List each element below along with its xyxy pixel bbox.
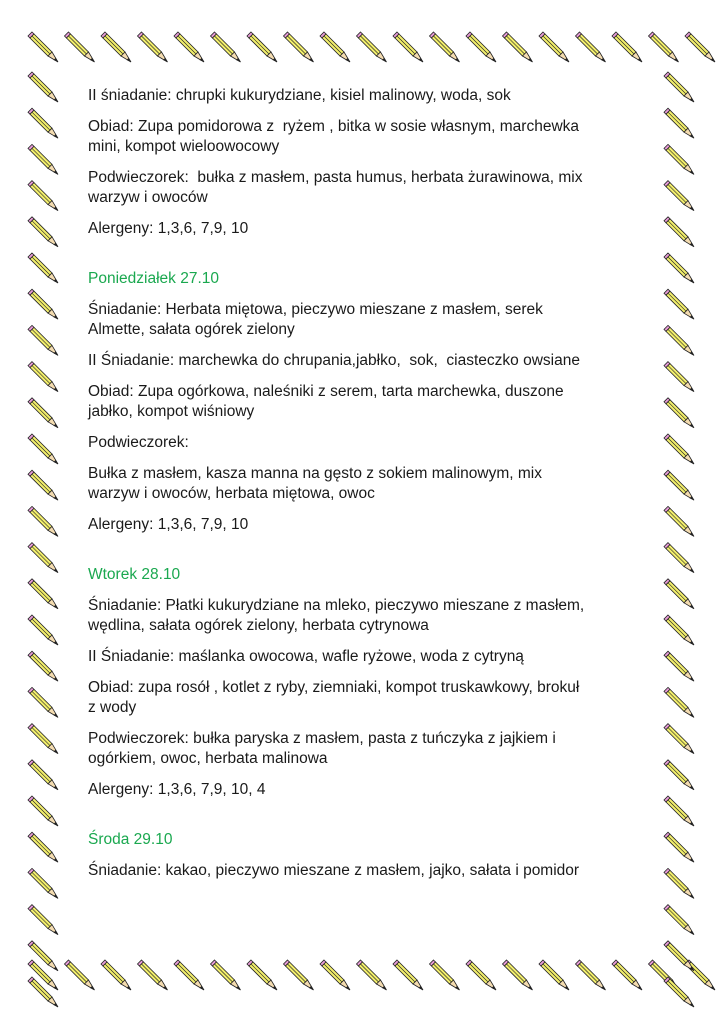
pencil-icon — [28, 832, 58, 862]
pencil-icon — [664, 253, 694, 283]
pencil-icon — [28, 615, 58, 645]
pencil-icon — [28, 796, 58, 826]
pencil-icon — [664, 832, 694, 862]
pencil-icon — [664, 108, 694, 138]
pencil-icon — [28, 977, 58, 1007]
pencil-icon — [664, 181, 694, 211]
monday-snack-label: Podwieczorek: — [88, 434, 189, 451]
top-lunch: Obiad: Zupa pomidorowa z ryżem , bitka w sosie własnym, marchewka mini, kompot wieloowocowy — [88, 118, 580, 155]
pencil-icon — [503, 32, 533, 62]
pencil-icon — [28, 905, 58, 935]
pencil-icon — [664, 217, 694, 247]
pencil-icon — [28, 543, 58, 573]
pencil-icon — [28, 181, 58, 211]
day-heading-tuesday: Wtorek 28.10 — [88, 566, 181, 583]
pencil-icon — [664, 289, 694, 319]
pencil-icon — [430, 32, 460, 62]
pencil-icon — [664, 796, 694, 826]
pencil-icon — [28, 470, 58, 500]
pencil-icon — [211, 960, 241, 990]
pencil-icon — [65, 960, 95, 990]
pencil-icon — [284, 32, 314, 62]
pencil-icon — [664, 144, 694, 174]
pencil-icon — [247, 32, 277, 62]
wednesday-breakfast: Śniadanie: kakao, pieczywo mieszane z masłem, jajko, sałata i pomidor — [88, 862, 580, 879]
pencil-icon — [357, 960, 387, 990]
top-snack: Podwieczorek: bułka z masłem, pasta humus, herbata żurawinowa, mix warzyw i owoców — [88, 169, 583, 206]
pencil-icon — [28, 579, 58, 609]
pencil-icon — [28, 72, 58, 102]
pencil-icon — [211, 32, 241, 62]
pencil-icon — [664, 506, 694, 536]
pencil-icon — [28, 868, 58, 898]
tuesday-lunch: Obiad: zupa rosół , kotlet z ryby, ziemniaki, kompot truskawkowy, brokuł z wody — [88, 679, 580, 716]
pencil-icon — [28, 325, 58, 355]
pencil-icon — [138, 32, 168, 62]
pencil-icon — [664, 724, 694, 754]
day-heading-monday: Poniedziałek 27.10 — [88, 270, 219, 287]
pencil-icon — [576, 960, 606, 990]
pencil-icon — [28, 434, 58, 464]
tuesday-breakfast: Śniadanie: Płatki kukurydziane na mleko, pieczywo mieszane z masłem, wędlina, sałata ogórek zielony, herbata cytrynowa — [88, 597, 585, 634]
pencil-icon — [28, 651, 58, 681]
pencil-icon — [612, 960, 642, 990]
pencil-icon — [539, 32, 569, 62]
pencil-icon — [649, 32, 679, 62]
pencil-icon — [247, 960, 277, 990]
pencil-icon — [101, 32, 131, 62]
pencil-icon — [28, 362, 58, 392]
monday-allergens: Alergeny: 1,3,6, 7,9, 10 — [88, 516, 249, 533]
pencil-icon — [539, 960, 569, 990]
pencil-icon — [685, 32, 715, 62]
pencil-icon — [664, 72, 694, 102]
pencil-icon — [28, 217, 58, 247]
pencil-icon — [466, 960, 496, 990]
pencil-icon — [664, 868, 694, 898]
pencil-icon — [664, 543, 694, 573]
pencil-icon — [664, 362, 694, 392]
pencil-icon — [664, 470, 694, 500]
pencil-icon — [576, 32, 606, 62]
pencil-icon — [320, 32, 350, 62]
monday-second-breakfast: II Śniadanie: marchewka do chrupania,jabłko, sok, ciasteczko owsiane — [88, 352, 580, 369]
menu-content — [88, 86, 648, 892]
pencil-icon — [503, 960, 533, 990]
monday-lunch: Obiad: Zupa ogórkowa, naleśniki z serem, tarta marchewka, duszone jabłko, kompot wiśniowy — [88, 383, 564, 420]
monday-snack: Bułka z masłem, kasza manna na gęsto z sokiem malinowym, mix warzyw i owoców, herbata miętowa, owoc — [88, 465, 542, 502]
pencil-icon — [138, 960, 168, 990]
pencil-icon — [28, 253, 58, 283]
pencil-icon — [664, 905, 694, 935]
tuesday-allergens: Alergeny: 1,3,6, 7,9, 10, 4 — [88, 781, 266, 798]
pencil-icon — [664, 651, 694, 681]
pencil-icon — [357, 32, 387, 62]
pencil-icon — [28, 32, 58, 62]
pencil-icon — [393, 32, 423, 62]
pencil-icon — [664, 398, 694, 428]
pencil-icon — [174, 32, 204, 62]
pencil-icon — [664, 760, 694, 790]
pencil-icon — [320, 960, 350, 990]
pencil-icon — [664, 434, 694, 464]
pencil-icon — [28, 398, 58, 428]
tuesday-second-breakfast: II Śniadanie: maślanka owocowa, wafle ryżowe, woda z cytryną — [88, 648, 524, 665]
pencil-icon — [664, 579, 694, 609]
pencil-icon — [612, 32, 642, 62]
pencil-icon — [28, 144, 58, 174]
pencil-icon — [101, 960, 131, 990]
pencil-icon — [28, 108, 58, 138]
pencil-icon — [664, 615, 694, 645]
pencil-icon — [664, 325, 694, 355]
pencil-icon — [284, 960, 314, 990]
pencil-icon — [28, 687, 58, 717]
pencil-icon — [664, 687, 694, 717]
pencil-icon — [28, 760, 58, 790]
pencil-icon — [430, 960, 460, 990]
day-heading-wednesday: Środa 29.10 — [88, 831, 173, 848]
pencil-icon — [65, 32, 95, 62]
pencil-icon — [664, 977, 694, 1007]
pencil-icon — [28, 506, 58, 536]
pencil-icon — [393, 960, 423, 990]
monday-breakfast: Śniadanie: Herbata miętowa, pieczywo mieszane z masłem, serek Almette, sałata ogórek zielony — [88, 301, 543, 338]
top-allergens: Alergeny: 1,3,6, 7,9, 10 — [88, 220, 249, 237]
pencil-icon — [664, 941, 694, 971]
pencil-icon — [174, 960, 204, 990]
tuesday-snack: Podwieczorek: bułka paryska z masłem, pasta z tuńczyka z jajkiem i ogórkiem, owoc, herbata malinowa — [88, 730, 556, 767]
pencil-icon — [28, 289, 58, 319]
top-second-breakfast: II śniadanie: chrupki kukurydziane, kisiel malinowy, woda, sok — [88, 87, 511, 104]
pencil-icon — [466, 32, 496, 62]
pencil-icon — [28, 724, 58, 754]
